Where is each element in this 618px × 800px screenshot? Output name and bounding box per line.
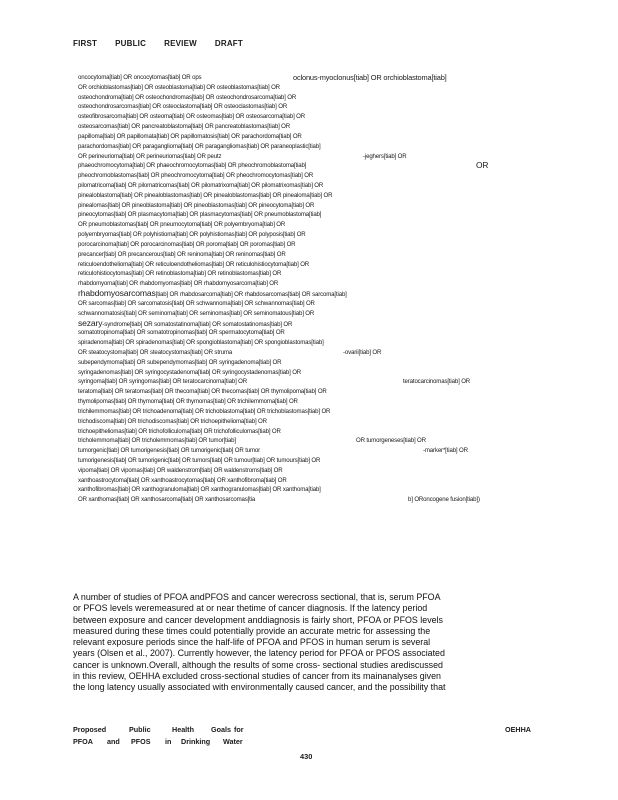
search-line: [78, 456, 320, 465]
search-line: [78, 476, 287, 485]
search-line-text: somatotropinoma[tiab] OR somatotropinomas[tiab] OR spermatocytoma[tiab] OR: [78, 329, 285, 337]
body-paragraph: [73, 592, 545, 694]
header-word-draft: DRAFT: [214, 39, 243, 48]
page-number: 430: [300, 752, 313, 761]
search-line: [78, 358, 281, 367]
paragraph-line: in this review, OEHHA excluded cross-sectional studies of cancer from its mainanalyses given: [73, 671, 441, 682]
footer-word: Proposed: [73, 725, 107, 734]
search-line: [78, 240, 295, 249]
search-line-text: porocarcinoma[tiab] OR porocarcinomas[tiab] OR poroma[tiab] OR poromas[tiab] OR: [78, 240, 296, 248]
search-line-text: xanthofibromas[tiab] OR xanthogranuloma[tiab] OR xanthogranulomas[tiab] OR xanthoma[tiab]: [78, 486, 321, 494]
search-line-text: polyembryomas[tiab] OR polyhistioma[tiab] OR polyhistiomas[tiab] OR polyposis[tiab] OR: [78, 231, 306, 239]
footer-row-1: [73, 724, 543, 736]
search-line-text: OR pneumoblastomas[tiab] OR pneumocytoma[tiab] OR polyembryoma[tiab] OR: [78, 221, 286, 229]
search-line-text: rhabdomyoma[tiab] OR rhabdomyomas[tiab] OR rhabdomyosarcoma[tiab] OR: [78, 280, 279, 288]
search-line-text: phaeochromocytoma[tiab] OR phaeochromocytomas[tiab] OR pheochromoblastoma[tiab]: [78, 162, 307, 170]
search-line: [78, 348, 382, 357]
search-line-text: schwannomatosis[tiab] OR seminoma[tiab] OR seminomas[tiab] OR seminomatous[tiab] OR: [78, 309, 315, 317]
search-line-text: thymolipomas[tiab] OR thymoma[tiab] OR thymomas[tiab] OR trichilemmoma[tiab] OR: [78, 398, 298, 406]
search-line: [78, 220, 285, 229]
search-line: [78, 181, 323, 190]
paragraph-line: relevant exposure periods since the half-life of PFOA and PFOS in human serum is several: [73, 637, 431, 648]
search-line: [78, 377, 471, 386]
search-line-continuation: -marker*[tiab] OR: [423, 447, 468, 455]
search-line: [78, 319, 292, 328]
search-line: [78, 338, 324, 347]
search-line: [78, 83, 280, 92]
footer-word: for: [234, 725, 244, 734]
footer-word: Water: [223, 737, 243, 746]
footer-word: Health: [172, 725, 194, 734]
paragraph-line: years (Olsen et al., 2007). Currently however, the latency period for PFOA or PFOS associated: [73, 648, 445, 659]
search-line-text: reticulohistiocytomas[tiab] OR retinoblastoma[tiab] OR retinoblastomas[tiab] OR: [78, 270, 282, 278]
search-line-text: parachordomas[tiab] OR paraganglioma[tiab] OR paragangliomas[tiab] OR paraneoplastic[tiab]: [78, 142, 321, 150]
footer-row-2: [73, 736, 543, 748]
search-line-text: tumorgenic[tiab] OR tumorigenesis[tiab] OR tumorigenic[tiab] OR tumor: [78, 447, 261, 455]
search-line: [78, 260, 309, 269]
search-line-text: [tiab] OR rhabdosarcoma[tiab] OR rhabdosarcomas[tiab] OR sarcoma[tiab]: [155, 291, 347, 299]
running-footer: [73, 724, 543, 748]
footer-word: Goals: [211, 725, 231, 734]
search-line-text: OR sarcomas[tiab] OR sarcomatosis[tiab] OR schwannoma[tiab] OR schwannomas[tiab] OR: [78, 299, 315, 307]
search-line: [78, 299, 315, 308]
search-term-emphasis: sezary: [78, 317, 103, 328]
search-line: [78, 289, 347, 298]
search-line-text: osteochondrosarcomas[tiab] OR osteoclastoma[tiab] OR osteoclastomas[tiab] OR: [78, 103, 288, 111]
search-line-text: OR perineurioma[tiab] OR perineuriomas[tiab] OR peutz: [78, 152, 222, 160]
paragraph-line: A number of studies of PFOA andPFOS and cancer werecross sectional, that is, serum PFOA: [73, 592, 441, 602]
search-line-text: pinealomas[tiab] OR pineoblastoma[tiab] OR pineoblastomas[tiab] OR pineocytoma[tiab] OR: [78, 201, 315, 209]
search-line: [78, 368, 301, 377]
footer-word: PFOA: [73, 737, 93, 746]
search-line-text: vipoma[tiab] OR vipomas[tiab] OR waldenstrom[tiab] OR waldenstroms[tiab] OR: [78, 466, 283, 474]
search-line-text: tumorigenesis[tiab] OR tumorigenic[tiab] OR tumors[tiab] OR tumour[tiab] OR tumours[tiab] OR: [78, 456, 321, 464]
search-line: [78, 446, 468, 455]
search-line-continuation: OR: [476, 160, 489, 171]
search-line: [78, 279, 278, 288]
search-line-text: osteofibrosarcoma[tiab] OR osteoma[tiab] OR osteomas[tiab] OR osteosarcoma[tiab] OR: [78, 113, 306, 121]
search-line-text: OR orchioblastomas[tiab] OR osteoblastoma[tiab] OR osteoblastomas[tiab] OR: [78, 83, 280, 91]
search-line-continuation: OR tumorgeneses[tiab] OR: [356, 437, 426, 445]
search-line-continuation: -jeghers[tiab] OR: [363, 152, 407, 160]
search-line-continuation: -ovarii[tiab] OR: [343, 348, 382, 356]
paragraph-line: measured during these times could potentially provide an accurate metric for assessing the: [73, 625, 431, 636]
search-line: [78, 387, 327, 396]
search-line: [78, 93, 296, 102]
search-line-text: osteosarcomas[tiab] OR pancreatoblastoma[tiab] OR pancreatoblastomas[tiab] OR: [78, 123, 290, 131]
search-line-text: subependymoma[tiab] OR subependymomas[tiab] OR syringadenoma[tiab] OR: [78, 358, 282, 366]
search-line-text: trichilemmomas[tiab] OR trichoadenoma[tiab] OR trichoblastoma[tiab] OR trichoblastomas[tiab] OR: [78, 407, 331, 415]
paragraph-line: cancer is unknown.Overall, although the results of some cross- sectional studies arediscussed: [73, 659, 443, 670]
search-line-text: osteochondroma[tiab] OR osteochondromas[tiab] OR osteochondrosarcoma[tiab] OR: [78, 93, 297, 101]
search-line: [78, 73, 447, 82]
search-line: [78, 309, 314, 318]
search-line-text: oncocytoma[tiab] OR oncocytomas[tiab] OR ops: [78, 74, 202, 81]
search-term-emphasis: rhabdomyosarcomas: [78, 288, 156, 299]
search-line-text: syringadenomas[tiab] OR syringocystadenoma[tiab] OR syringocystadenomas[tiab] OR: [78, 368, 302, 376]
search-line: [78, 132, 302, 141]
search-line-text: papilloma[tiab] OR papillomata[tiab] OR papillomatosis[tiab] OR parachordoma[tiab] OR: [78, 132, 302, 140]
search-line-text: reticuloendothelioma[tiab] OR reticuloendotheliomas[tiab] OR reticulohistiocytoma[tiab] OR: [78, 260, 310, 268]
search-line-text: OR steatocystoma[tiab] OR steatocystomas[tiab] OR struma: [78, 348, 233, 356]
search-line: [78, 171, 313, 180]
search-line-text: precancer[tiab] OR precancerous[tiab] OR reninoma[tiab] OR reninomas[tiab] OR: [78, 250, 286, 258]
paragraph-line: between exposure and cancer development anddiagnosis is fairly short, PFOA or PFOS levels: [73, 614, 443, 625]
search-line-text: xanthoastrocytoma[tiab] OR xanthoastrocytomas[tiab] OR xanthofibroma[tiab] OR: [78, 476, 287, 484]
search-line-text: spiradenoma[tiab] OR spiradenomas[tiab] OR spongioblastoma[tiab] OR spongioblastomas[tiab]: [78, 339, 324, 347]
search-line-continuation: teratocarcinomas[tiab] OR: [403, 378, 471, 386]
search-line-text: teratoma[tiab] OR teratomas[tiab] OR thecoma[tiab] OR thecomas[tiab] OR thymolipoma[tiab] OR: [78, 388, 327, 396]
footer-agency: OEHHA: [505, 725, 531, 734]
search-line: [78, 397, 298, 406]
search-line: [78, 250, 286, 259]
search-line-text: tricholemmoma[tiab] OR tricholemmomas[tiab] OR tumor[tiab]: [78, 437, 236, 445]
search-line-text: syringoma[tiab] OR syringomas[tiab] OR teratocarcinoma[tiab] OR: [78, 378, 248, 386]
search-line: [78, 112, 305, 121]
paragraph-line: the long latency usually associated with environmentally caused cancer, and the possibility that: [73, 682, 446, 693]
footer-word: PFOS: [131, 737, 151, 746]
search-line-text: pheochromoblastomas[tiab] OR pheochromocytoma[tiab] OR pheochromocytomas[tiab] OR: [78, 172, 314, 180]
search-line: [78, 201, 314, 210]
header-word-public: PUBLIC: [115, 39, 147, 48]
search-line-text: -syndrome[tiab] OR somatostatinoma[tiab] OR somatostatinomas[tiab] OR: [102, 320, 293, 328]
search-line: [78, 407, 330, 416]
search-line: [78, 102, 287, 111]
search-line: [78, 152, 407, 161]
running-header: [73, 39, 261, 48]
footer-word: and: [107, 737, 120, 746]
search-line: [78, 466, 282, 475]
search-line: [78, 427, 281, 436]
search-line: [78, 191, 332, 200]
search-line: [78, 269, 281, 278]
search-line-text: pinealoblastoma[tiab] OR pinealoblastomas[tiab] OR pinealoblastomas[tiab] OR pinealoma[tiab] OR: [78, 191, 333, 199]
search-line: [78, 230, 306, 239]
search-line: [78, 417, 267, 426]
search-line: [78, 436, 426, 445]
footer-word: Drinking: [181, 737, 211, 746]
search-line-continuation: b] ORoncogene fusion[tiab]): [408, 496, 480, 504]
search-line: [78, 142, 321, 151]
search-line: [78, 160, 489, 171]
search-line-text: OR xanthomas[tiab] OR xanthosarcoma[tiab] OR xanthosarcomas[tia: [78, 496, 256, 504]
paragraph-line: or PFOS levels weremeasured at or near thetime of cancer diagnosis. If the latency period: [73, 603, 428, 614]
header-word-first: FIRST: [73, 39, 98, 48]
search-line: [78, 210, 321, 219]
search-line-text: pineocytomas[tiab] OR plasmacytoma[tiab] OR plasmacytomas[tiab] OR pneumoblastoma[tiab]: [78, 211, 322, 219]
search-line: [78, 485, 321, 494]
footer-word: in: [165, 737, 172, 746]
search-line: [78, 328, 285, 337]
footer-word: Public: [129, 725, 151, 734]
search-line-continuation: oclonus-myoclonus[tiab] OR orchioblastoma[tiab]: [293, 73, 447, 82]
search-line-text: trichodiscoma[tiab] OR trichodiscomas[tiab] OR trichoepithelioma[tiab] OR: [78, 417, 267, 425]
search-line-text: pilomatricoma[tiab] OR pilomatricomas[tiab] OR pilomatrixoma[tiab] OR pilomatrixomas[tiab] OR: [78, 182, 324, 190]
search-line: [78, 122, 290, 131]
search-line: [78, 495, 480, 504]
search-line-text: trichoepitheliomas[tiab] OR trichofolliculoma[tiab] OR trichofolliculomas[tiab] OR: [78, 427, 281, 435]
header-word-review: REVIEW: [164, 39, 197, 48]
